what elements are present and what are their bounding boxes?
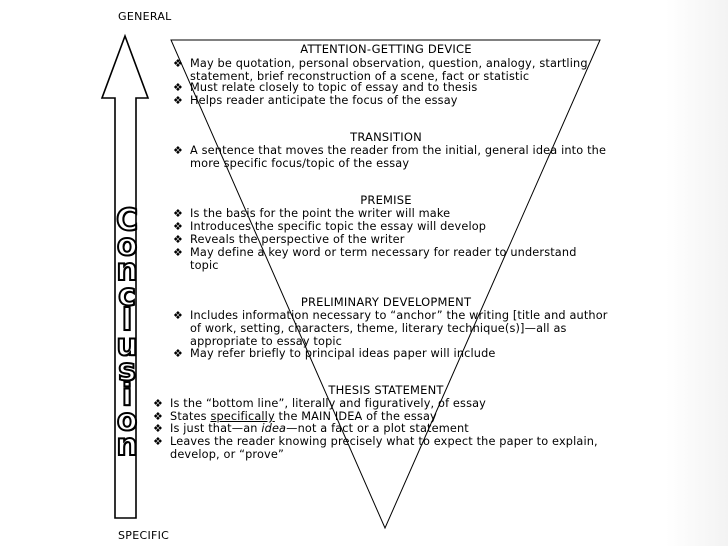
premise-bullet — [173, 233, 405, 246]
preliminary-bullet — [173, 347, 496, 360]
conclusion-letter: o — [116, 403, 138, 438]
underlined-word: specifically — [210, 410, 275, 423]
attention-heading: ATTENTION-GETTING DEVICE — [300, 42, 472, 56]
diamond-bullet-icon: ❖ — [173, 246, 184, 259]
diamond-bullet-icon: ❖ — [153, 422, 164, 435]
bullet-line: appropriate to essay topic — [190, 335, 343, 348]
bullet-line — [170, 422, 469, 435]
bullet-line: Helps reader anticipate the focus of the essay — [190, 94, 458, 107]
bullet-line: A sentence that moves the reader from the initial, general idea into the — [190, 144, 607, 157]
transition-bullet — [173, 144, 607, 170]
bullet-line: May be quotation, personal observation, question, analogy, startling — [190, 57, 588, 70]
text-run: the MAIN IDEA of the essay — [274, 410, 437, 423]
conclusion-letter: l — [121, 303, 133, 338]
attention-bullet — [173, 94, 458, 107]
diamond-bullet-icon: ❖ — [173, 220, 184, 233]
diamond-bullet-icon: ❖ — [173, 57, 184, 70]
diamond-bullet-icon: ❖ — [153, 397, 164, 410]
diamond-bullet-icon: ❖ — [173, 233, 184, 246]
bullet-line: May define a key word or term necessary for reader to understand — [190, 246, 577, 259]
attention-bullet — [173, 57, 588, 83]
text-run: Is just that—an — [170, 422, 262, 435]
bullet-line: Must relate closely to topic of essay and to thesis — [190, 81, 478, 94]
diamond-bullet-icon: ❖ — [153, 435, 164, 448]
italic-word: idea — [261, 422, 287, 435]
general-label: GENERAL — [118, 10, 172, 23]
text-run: States — [170, 410, 211, 423]
premise-bullet — [173, 207, 451, 220]
conclusion-letter: n — [116, 428, 138, 463]
bullet-line: develop, or “prove” — [170, 448, 284, 461]
text-run: —not a fact or a plot statement — [286, 422, 469, 435]
conclusion-letter: s — [118, 353, 136, 388]
diamond-bullet-icon: ❖ — [153, 410, 164, 423]
premise-bullet — [173, 246, 577, 272]
thesis-bullet — [153, 435, 598, 461]
premise-heading: PREMISE — [360, 193, 412, 207]
bullet-line: more specific focus/topic of the essay — [190, 157, 410, 170]
conclusion-letter: u — [116, 328, 138, 363]
conclusion-letter: C — [115, 203, 139, 238]
preliminary-heading: PRELIMINARY DEVELOPMENT — [300, 295, 472, 309]
thesis-heading: THESIS STATEMENT — [328, 383, 444, 397]
bullet-line: Includes information necessary to “anchor” the writing [title and author — [190, 309, 608, 322]
bullet-line: Leaves the reader knowing precisely what to expect the paper to explain, — [170, 435, 598, 448]
diamond-bullet-icon: ❖ — [173, 207, 184, 220]
bullet-line: Is the basis for the point the writer will make — [190, 207, 451, 220]
preliminary-bullet — [173, 309, 608, 348]
attention-bullet — [173, 81, 478, 94]
bullet-line: Reveals the perspective of the writer — [190, 233, 405, 246]
bullet-line: Is the “bottom line”, literally and figuratively, of essay — [170, 397, 487, 410]
thesis-bullet — [153, 397, 487, 410]
thesis-bullet — [153, 422, 469, 435]
bullet-line: May refer briefly to principal ideas paper will include — [190, 347, 496, 360]
conclusion-letter: o — [116, 228, 138, 263]
diamond-bullet-icon: ❖ — [173, 144, 184, 157]
conclusion-letter: i — [121, 378, 133, 413]
diamond-bullet-icon: ❖ — [173, 81, 184, 94]
specific-label: SPECIFIC — [118, 529, 170, 542]
conclusion-vertical-label — [104, 203, 150, 463]
diamond-bullet-icon: ❖ — [173, 94, 184, 107]
bullet-line: statement, brief reconstruction of a scene, fact or statistic — [190, 70, 530, 83]
bullet-line: topic — [190, 259, 219, 272]
conclusion-letter: n — [116, 253, 138, 288]
diamond-bullet-icon: ❖ — [173, 309, 184, 322]
conclusion-letter: c — [118, 278, 136, 313]
bullet-line: Introduces the specific topic the essay will develop — [190, 220, 487, 233]
transition-heading: TRANSITION — [350, 130, 422, 144]
premise-bullet — [173, 220, 487, 233]
diamond-bullet-icon: ❖ — [173, 347, 184, 360]
bullet-line: of work, setting, characters, theme, literary technique(s)]—all as — [190, 322, 567, 335]
